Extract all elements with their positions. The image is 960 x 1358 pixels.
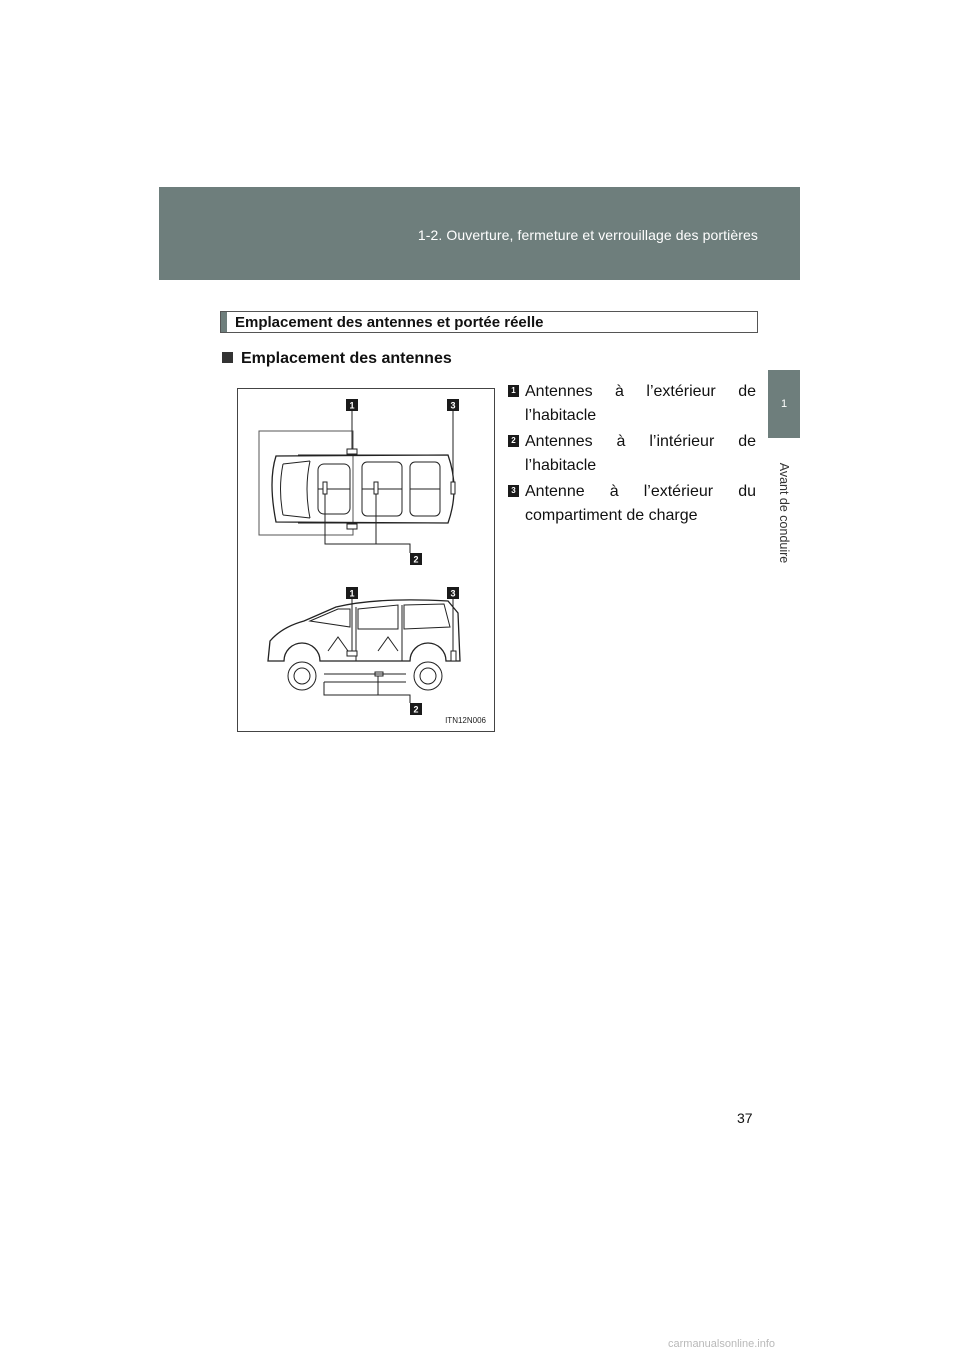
callout-label: 2	[413, 554, 419, 565]
chapter-side-label: Avant de conduire	[777, 462, 791, 564]
page-number: 37	[737, 1110, 753, 1126]
list-item	[508, 380, 756, 428]
antenna-marker	[374, 482, 378, 494]
chapter-tab	[768, 370, 800, 438]
section-heading-bar	[221, 312, 227, 332]
figure-code: ITN12N006	[445, 716, 486, 725]
section-heading	[220, 311, 758, 333]
item-text: Antennes à l’extérieur de l’habitacle	[525, 383, 756, 424]
antenna-location-figure	[237, 388, 495, 732]
subheading	[222, 350, 452, 368]
zoom-frame	[259, 431, 353, 535]
chapter-tab-number: 1	[780, 398, 788, 410]
chapter-title: 1-2. Ouverture, fermeture et verrouillage des portières	[417, 227, 758, 243]
item-text: Antennes à l’intérieur de l’habitacle	[525, 433, 756, 474]
antenna-marker	[347, 524, 357, 529]
antenna-marker	[347, 449, 357, 454]
subheading-text: Emplacement des antennes	[241, 350, 452, 367]
callout-label: 2	[413, 704, 419, 715]
antenna-marker	[347, 651, 357, 656]
wheel	[288, 662, 316, 690]
callout-label: 1	[349, 588, 355, 599]
vehicle-diagram	[238, 389, 496, 733]
list-item	[508, 430, 756, 478]
item-text: Antenne à l’extérieur du compartiment de charge	[525, 483, 756, 524]
callout-label: 1	[349, 400, 355, 411]
callout-label: 3	[450, 400, 456, 411]
antenna-legend-list	[508, 380, 756, 530]
header-band	[159, 187, 800, 280]
item-number-badge: 1	[508, 385, 519, 397]
antenna-marker	[451, 651, 456, 661]
section-heading-text: Emplacement des antennes et portée réelle	[235, 314, 544, 331]
wheel	[414, 662, 442, 690]
antenna-marker	[451, 482, 455, 494]
side-view-body	[268, 600, 460, 661]
watermark: carmanualsonline.info	[668, 1338, 776, 1350]
antenna-marker	[323, 482, 327, 494]
square-bullet-icon	[222, 352, 233, 363]
item-number-badge: 2	[508, 435, 519, 447]
callout-label: 3	[450, 588, 456, 599]
list-item	[508, 480, 756, 528]
item-number-badge: 3	[508, 485, 519, 497]
